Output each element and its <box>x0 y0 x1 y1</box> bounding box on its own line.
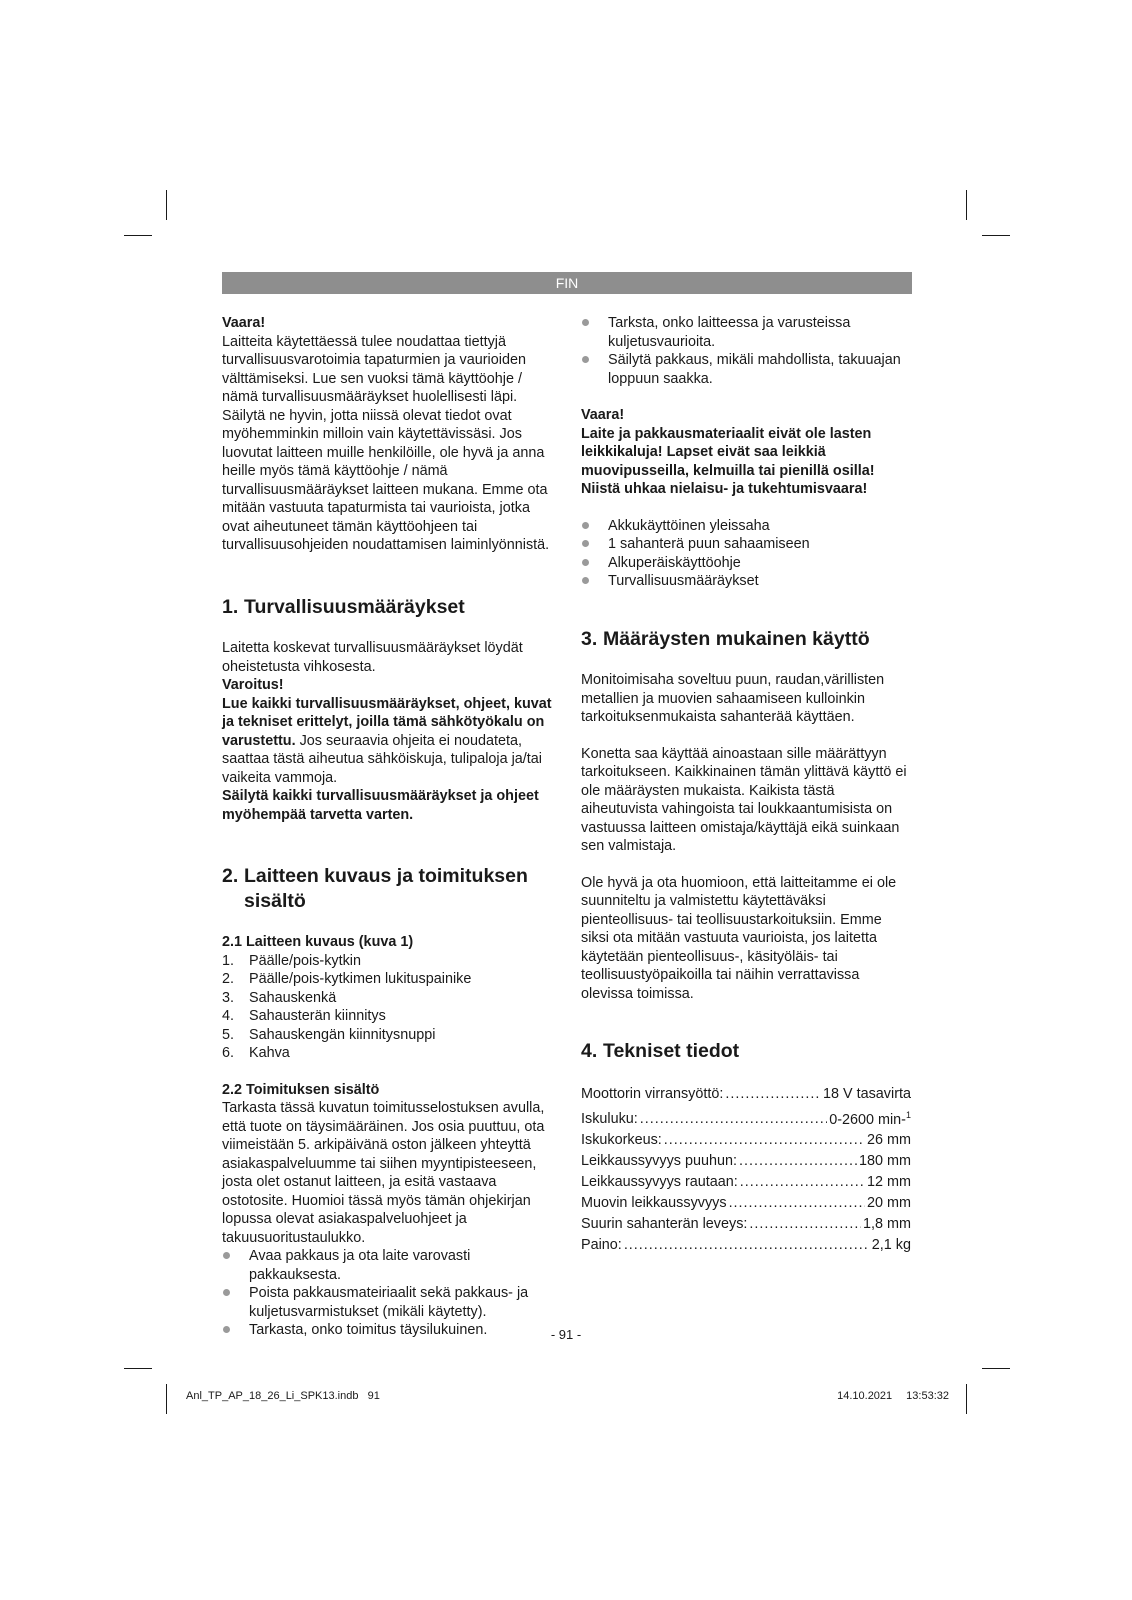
section-4-heading: 4. Tekniset tiedot <box>581 1040 740 1062</box>
language-header: FIN <box>222 272 912 294</box>
unpacking-steps <box>222 1247 552 1340</box>
list-item: Tarksta, onko laitteessa ja varusteissa kuljetusvaurioita. <box>581 314 911 351</box>
spec-row: Suurin sahanterän leveys: ..... 1,8 mm <box>581 1214 911 1235</box>
delivery-text: Tarkasta tässä kuvatun toimitusselostuksen avulla, että tuote on täysimääräinen. Jos osia puuttuu, ota viimeistään 5. arkipäivänä oston jälkeen yhteyttä asiakaspalveluumme tai siihen myyntipisteeseen, josta olet ostanut laitteen, ja esitä vastaava ostotosite. Huomioi tässä myös tämän ohjekirjan lopussa olevat asiakaspalveluohjeet ja takuusuoritustaulukko. <box>222 1100 545 1246</box>
section-1-heading: 1. Turvallisuusmääräykset <box>222 595 465 618</box>
intended-use-text-3: Ole hyvä ja ota huomioon, että laitteitamme ei ole suunniteltu ja valmistettu käytettäväksi pienteollisuus- tai teollisuustarkoituksiin. Emme siksi ota mitään vastuuta vaurioista, jos laitetta käytetään pienteollisuus-, käsityöläis- tai teollisuustyöpaikoilla tai näihin verrattavissa olevissa toimissa. <box>581 874 897 1002</box>
spec-row: Leikkaussyvyys rautaan: ..... 12 mm <box>581 1172 911 1193</box>
footer-date: 14.10.2021 <box>837 1390 893 1402</box>
list-item: Alkuperäiskäyttöohje <box>581 554 911 573</box>
spec-row: Muovin leikkaussyvyys ..... 20 mm <box>581 1193 911 1214</box>
danger-title: Vaara! <box>222 315 266 331</box>
right-column <box>581 314 911 1256</box>
crop-mark-bottom-right-v <box>966 1384 967 1414</box>
list-item: Akkukäyttöinen yleissaha <box>581 517 911 536</box>
list-item: Avaa pakkaus ja ota laite varovasti pakkauksesta. <box>222 1247 552 1284</box>
crop-mark-top-right-v <box>966 190 967 220</box>
bullet-icon <box>223 1289 230 1296</box>
bullet-icon <box>223 1252 230 1259</box>
section-3-heading: 3. Määräysten mukainen käyttö <box>581 627 870 650</box>
crop-mark-bottom-left-h <box>124 1368 152 1369</box>
danger-text: Laitteita käytettäessä tulee noudattaa tiettyjä turvallisuusvarotoimia tapaturmien ja vaurioiden välttämiseksi. Lue sen vuoksi tämä käyttöohje / nämä turvallisuusmääräykset huolellisesti läpi. Säilytä ne hyvin, jotta niissä olevat tiedot ovat myöhemminkin milloin vain käytettävissäsi. Jos luovutat laitteen muille henkilöille, ole hyvä ja anna heille myös tämä käyttöohje / nämä turvallisuusmääräykset laitteen mukana. Emme ota mitään vastuuta tapaturmista tai vaurioista, jotka ovat aiheutuneet tämän käyttöohjeen tai turvallisuusohjeiden noudattamisen laiminlyönnistä. <box>222 333 550 553</box>
footer-timestamp <box>837 1390 949 1402</box>
crop-mark-top-right-h <box>982 235 1010 236</box>
parts-list <box>222 952 552 1063</box>
list-item: 2. Päälle/pois-kytkimen lukituspainike <box>222 971 472 987</box>
list-item: 4. Sahausterän kiinnitys <box>222 1008 386 1024</box>
list-item: Tarkasta, onko toimitus täysilukuinen. <box>222 1321 552 1340</box>
spec-row: Moottorin virransyöttö: ..... 18 V tasavirta <box>581 1084 911 1105</box>
bullet-icon <box>582 577 589 584</box>
safety-intro: Laitetta koskevat turvallisuusmääräykset löydät oheistetusta vihkosesta. <box>222 640 523 675</box>
list-item: Poista pakkausmateiriaalit sekä pakkaus- ja kuljetusvarmistukset (mikäli käytetty). <box>222 1284 552 1321</box>
bullet-icon <box>582 356 589 363</box>
bullet-icon <box>582 522 589 529</box>
page-number: - 91 - <box>550 1327 582 1342</box>
footer-file-info: Anl_TP_AP_18_26_Li_SPK13.indb 91 <box>186 1390 380 1402</box>
footer-time: 13:53:32 <box>906 1390 949 1402</box>
intended-use-text: Monitoimisaha soveltuu puun, raudan,värillisten metallien ja muovien sahaamiseen kulloinkin tarkoituksenmukaista sahanterää käyttäen. <box>581 672 885 725</box>
danger-title-2: Vaara! <box>581 407 625 423</box>
warning-paragraph: Lue kaikki turvallisuusmääräykset, ohjeet, kuvat ja tekniset erittelyt, joilla tämä sähkötyökalu on varustettu. Jos seuraavia ohjeita ei noudateta, saattaa tästä aiheutua sähköiskuja, tulipaloja ja/tai vaikeita vammoja. <box>222 695 552 786</box>
keep-instructions: Säilytä kaikki turvallisuusmääräykset ja ohjeet myöhempää tarvetta varten. <box>222 788 539 823</box>
technical-data-table <box>581 1084 911 1257</box>
left-column <box>222 314 552 1340</box>
spec-row: Leikkaussyvyys puuhun: ..... 180 mm <box>581 1151 911 1172</box>
crop-mark-bottom-right-h <box>982 1368 1010 1369</box>
list-item: 5. Sahauskengän kiinnitysnuppi <box>222 1026 436 1043</box>
crop-mark-top-left-v <box>166 190 167 220</box>
bullet-icon <box>582 559 589 566</box>
bullet-icon <box>582 319 589 326</box>
spec-row: Paino: ..... 2,1 kg <box>581 1235 911 1256</box>
delivery-contents-list <box>581 517 911 591</box>
list-item: 3. Sahauskenkä <box>222 989 337 1006</box>
children-warning: Laite ja pakkausmateriaalit eivät ole lasten leikkikaluja! Lapset eivät saa leikkiä muovipusseilla, kelmuilla tai pienillä osilla! Niistä uhkaa nielaisu- ja tukehtumisvaara! <box>581 425 875 497</box>
subsection-2-1-heading: 2.1 Laitteen kuvaus (kuva 1) <box>222 934 414 950</box>
list-item: 6. Kahva <box>222 1045 290 1061</box>
list-item: Säilytä pakkaus, mikäli mahdollista, takuuajan loppuun saakka. <box>581 351 911 388</box>
crop-mark-bottom-left-v <box>166 1384 167 1414</box>
subsection-2-2-heading: 2.2 Toimituksen sisältö <box>222 1081 380 1098</box>
spec-row: Iskuluku: ..... 0-2600 min-$^1$ <box>581 1105 911 1131</box>
spec-row: Iskukorkeus: ..... 26 mm <box>581 1130 911 1151</box>
list-item: Turvallisuusmääräykset <box>581 572 911 591</box>
list-item: 1. Päälle/pois-kytkin <box>222 952 361 969</box>
crop-mark-top-left-h <box>124 235 152 236</box>
list-item: 1 sahanterä puun sahaamiseen <box>581 535 911 554</box>
unpacking-steps-continued <box>581 314 911 388</box>
section-2-heading: 2. Laitteen kuvaus ja toimituksen sisältö <box>222 865 528 912</box>
bullet-icon <box>582 540 589 547</box>
intended-use-text-2: Konetta saa käyttää ainoastaan sille määrättyyn tarkoitukseen. Kaikkinainen tämän ylittävä käyttö ei ole määräysten mukaista. Kaikista tästä aiheutuvista vahingoista tai loukkaantumisista on vastuussa laitteen omistaja/käyttäjä eikä suinkaan sen valmistaja. <box>581 745 907 854</box>
warning-label: Varoitus! <box>222 677 284 693</box>
